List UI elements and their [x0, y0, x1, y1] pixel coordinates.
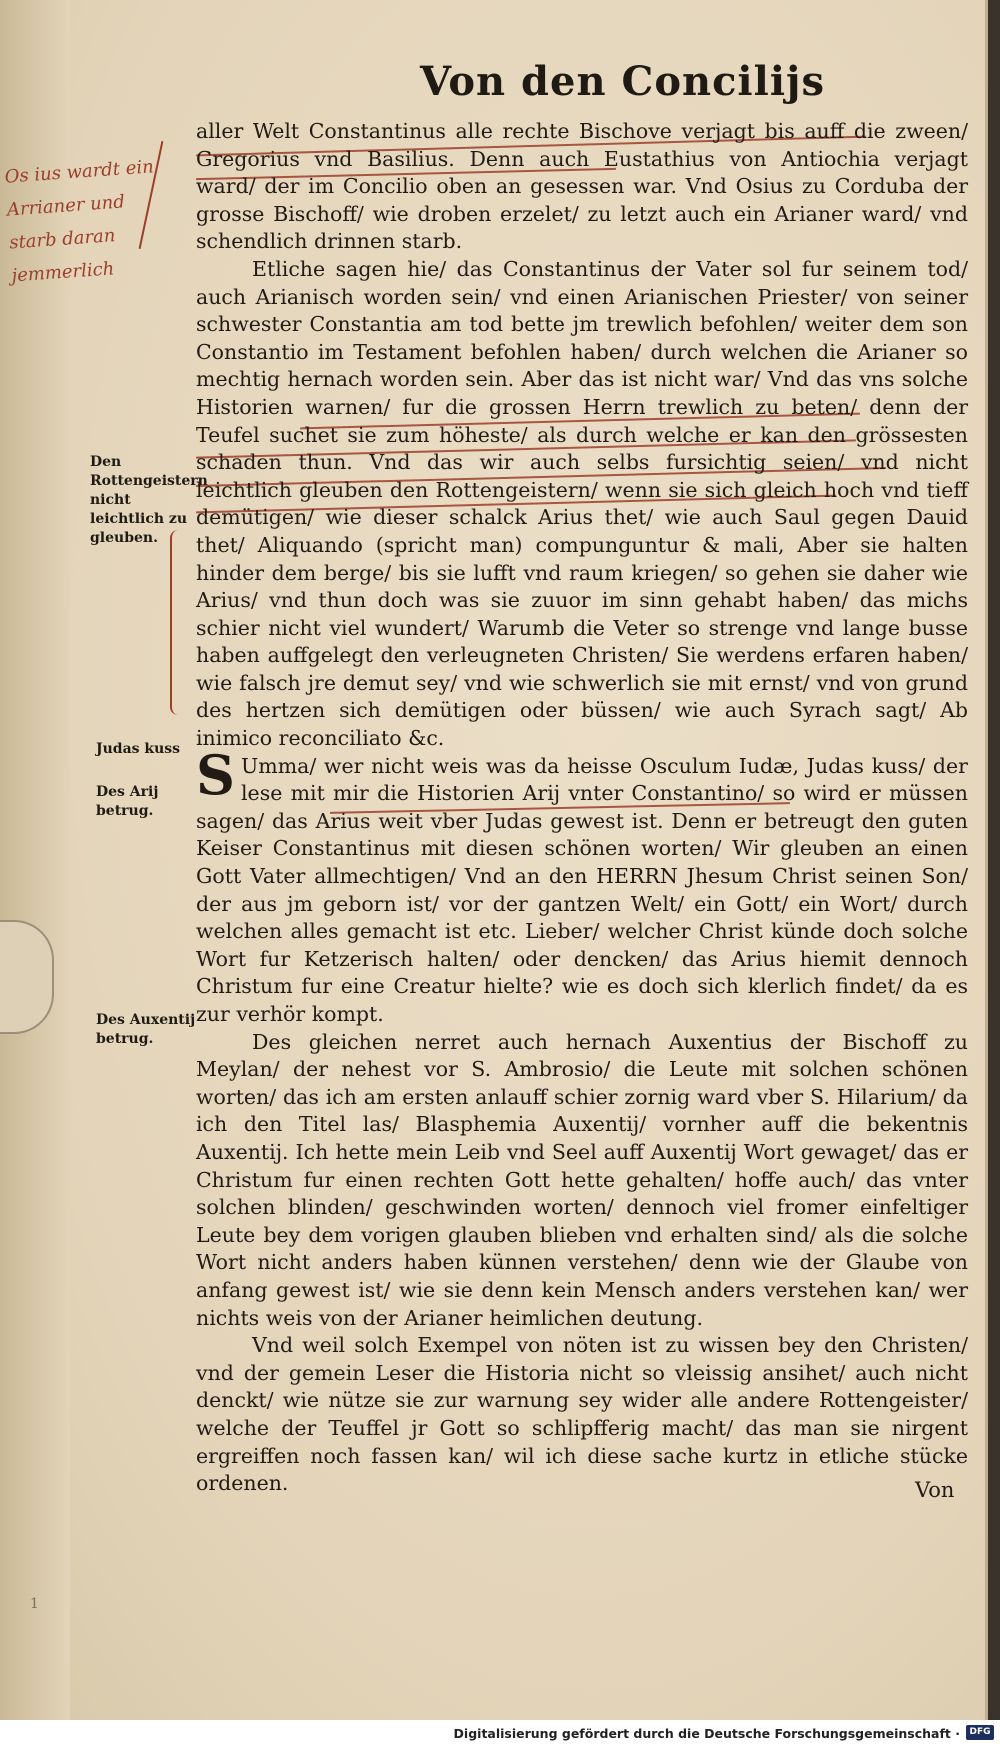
- footer-credit: Digitalisierung gefördert durch die Deutsche Forschungsgemeinschaft ·: [453, 1726, 960, 1741]
- dfg-logo-icon: DFG: [966, 1725, 994, 1740]
- pencil-mark: 1: [30, 1596, 39, 1612]
- catchword: Von: [915, 1478, 955, 1502]
- running-header: Von den Concilijs: [420, 58, 826, 105]
- paragraph-3-text: Umma/ wer nicht weis was da heisse Osculum Iudæ, Judas kuss/ der lese mit mir die Historien Arij vnter Constantino/ so wird er müssen sagen/ das Arius weit vber Judas gewest ist. Denn er betreugt den guten Keiser Constantinus mit diesen schönen worten/ Wir gleuben an einen Gott Vater allmechtigen/ Vnd an den HERRN Jhesum Christ seinen Son/ der aus jm geborn ist/ vor der gantzen Welt/ ein Gott/ ein Wort/ durch welchen alles gemacht ist etc. Lieber/ welcher Christ künde doch solche Wort fur Ketzerisch halten/ oder dencken/ das Arius hiemit dennoch Christum fur eine Creatur hielte? wie es doch sich klerlich findet/ da es zur verhör kompt.: [196, 753, 968, 1026]
- digitization-footer: [0, 1720, 1000, 1747]
- marginal-note-auxentius: Des Auxentij betrug.: [96, 1012, 196, 1047]
- main-text-block: [196, 118, 968, 1498]
- drop-initial: S: [196, 742, 235, 807]
- marginal-note-arius: Des Arij betrug.: [96, 784, 159, 819]
- paragraph-5: Vnd weil solch Exempel von nöten ist zu wissen bey den Christen/ vnd der gemein Leser die Historia nicht so vleissig ansihet/ auch nicht denckt/ wie nütze sie zur warnung sey wider alle andere Rottengeister/ welche der Teuffel jr Gott so schlipfferig macht/ das man sie nirgent ergreiffen noch fassen kan/ wil ich diese sache kurtz in etliche stücke ordenen.: [196, 1333, 968, 1496]
- marginal-note-judas: Judas kuss: [96, 741, 181, 757]
- binding-clasp: [0, 920, 54, 1034]
- paragraph-4: Des gleichen nerret auch hernach Auxentius der Bischoff zu Meylan/ der nehest vor S. Ambrosio/ die Leute mit solchen schönen worten/ das ich am ersten anlauff schier zornig ward vber S. Hilarium/ da ich den Titel las/ Blasphemia Auxentij/ vornher auff die bekentnis Auxentij. Ich hette mein Leib vnd Seel auff Auxentij Wort gewaget/ das er Christum fur einen rechten Gott hette gehalten/ hoffe auch/ das vnter solchen blinden/ geschwinden worten/ dennoch viel fromer einfeltiger Leute bey dem vorigen glauben blieben vnd erhalten sind/ als die solche Wort nicht anders haben künnen verstehen/ denn wie der Glaube von anfang gewest ist/ wie sie denn kein Mensch anders verstehen kan/ wer nichts weis von der Arianer heimlichen deutung.: [196, 1029, 968, 1330]
- marginal-note-rottengeister: Den Rottengeistern nicht leichtlich zu gleuben.: [90, 454, 208, 546]
- paragraph-1: aller Welt Constantinus alle rechte Bischove verjagt bis auff die zween/ Gregorius vnd Basilius. Denn auch Eustathius von Antiochia verjagt ward/ der im Concilio oben an gesessen war. Vnd Osius zu Corduba der grosse Bischoff/ wie droben erzelet/ zu letzt auch ein Arianer ward/ vnd schendlich drinnen starb.: [196, 119, 968, 254]
- paragraph-3: [196, 742, 968, 1029]
- paragraph-2: Etliche sagen hie/ das Constantinus der Vater sol fur seinem tod/ auch Arianisch worden sein/ vnd einen Arianischen Priester/ von seiner schwester Constantia am tod bette jm trewlich befohlen/ weiter dem son Constantio im Testament befohlen haben/ durch welchen die Arianer so mechtig hernach worden sein. Aber das ist nicht war/ Vnd das vns solche Historien warnen/ fur die grossen Herrn trewlich zu beten/ denn der Teufel suchet sie zum höheste/ als durch welche er kan den grössesten schaden thun. Vnd das wir auch selbs fursichtig seien/ vnd nicht leichtlich gleuben den Rottengeistern/ wenn sie sich gleich hoch vnd tieff demütigen/ wie dieser schalck Arius thet/ wie auch Saul gegen Dauid thet/ Aliquando (spricht man) compunguntur & mali, Aber sie halten hinder dem berge/ bis sie lufft vnd raum kriegen/ so gehen sie daher wie Arius/ vnd thun doch was sie zuuor im sinn gehabt haben/ das michs schier nicht viel wundert/ Warumb die Veter so strenge vnd lange busse haben auffgelegt den verleugneten Christen/ Sie werdens erfaren haben/ wie falsch jre demut sey/ vnd wie schwerlich sie mit ernst/ vnd von grund des hertzen sich demütigen oder büssen/ wie auch Syrach sagt/ Ab inimico reconciliato &c.: [196, 256, 968, 751]
- red-ink-bracket: [170, 530, 182, 715]
- handwritten-annotation: Os ius wardt ein Arrianer und starb daran jemmerlich: [4, 156, 155, 287]
